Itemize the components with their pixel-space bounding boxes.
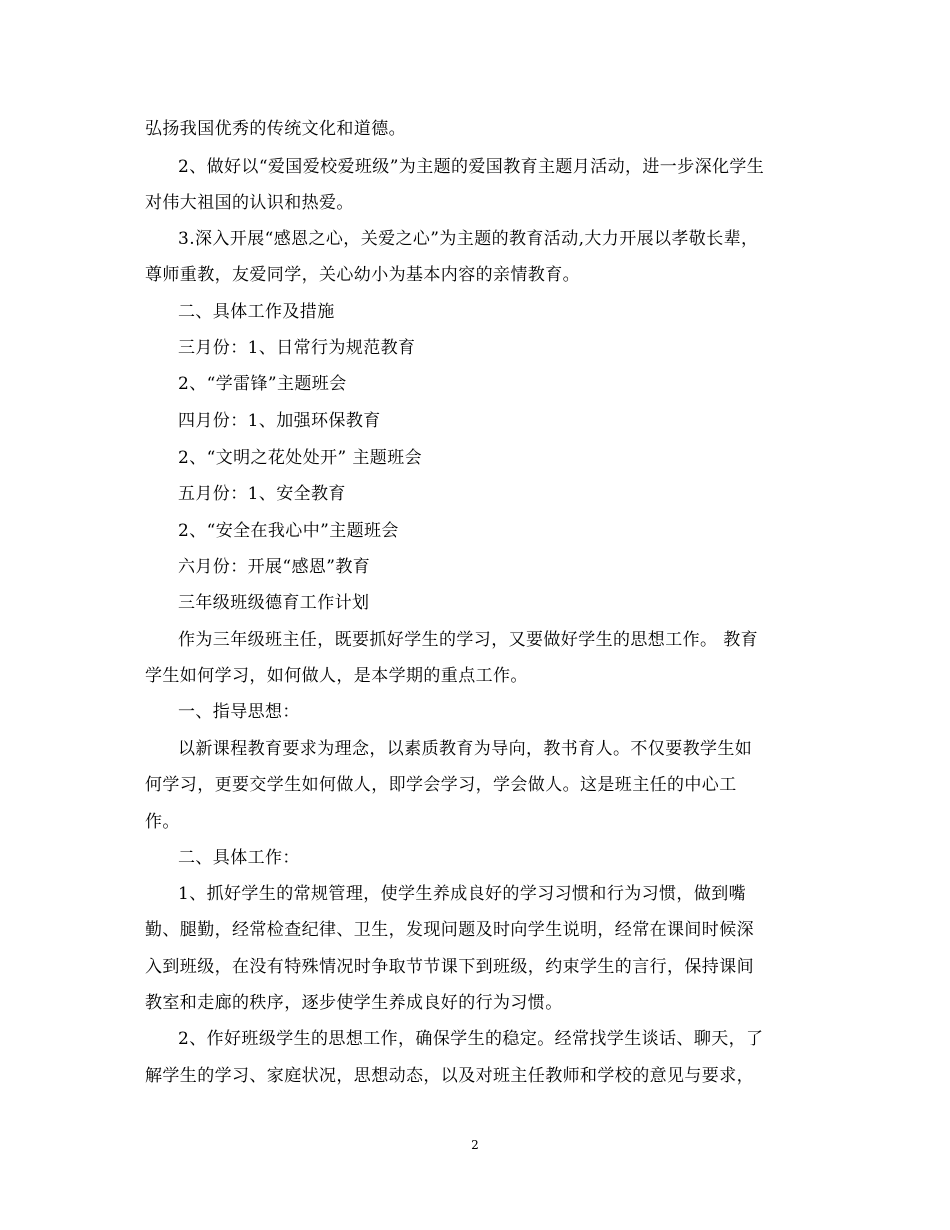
- text-line: 尊师重教，友爱同学，关心幼小为基本内容的亲情教育。: [145, 265, 580, 285]
- section-heading: 二、具体工作及措施: [178, 302, 335, 322]
- text-line: 六月份：开展“感恩”教育: [178, 557, 371, 577]
- text-line: 勤、腿勤，经常检查纪律、卫生，发现问题及时向学生说明，经常在课间时候深: [145, 920, 754, 940]
- text-line: 作为三年级班主任，既要抓好学生的学习，又要做好学生的思想工作。 教育: [178, 630, 759, 650]
- page-number: 2: [471, 1138, 479, 1152]
- text-line: 2、“文明之花处处开” 主题班会: [178, 448, 423, 468]
- text-line: 2、做好以“爱国爱校爱班级”为主题的爱国教育主题月活动，进一步深化学生: [178, 157, 765, 177]
- text-line: 作。: [145, 812, 180, 832]
- text-line: 学生如何学习，如何做人，是本学期的重点工作。: [145, 666, 528, 686]
- text-line: 教室和走廊的秩序，逐步使学生养成良好的行为习惯。: [145, 993, 563, 1013]
- text-line: 2、作好班级学生的思想工作，确保学生的稳定。经常找学生谈话、聊天，了: [178, 1029, 764, 1049]
- text-line: 三月份：1、日常行为规范教育: [178, 338, 416, 358]
- text-line: 1、抓好学生的常规管理，使学生养成良好的学习习惯和行为习惯，做到嘴: [178, 884, 747, 904]
- text-line: 何学习，更要交学生如何做人，即学会学习，学会做人。这是班主任的中心工: [145, 775, 737, 795]
- text-line: 入到班级，在没有特殊情况时争取节节课下到班级，约束学生的言行，保持课间: [145, 957, 754, 977]
- section-heading: 一、指导思想：: [178, 702, 300, 722]
- text-line: 四月份：1、加强环保教育: [178, 411, 381, 431]
- text-line: 2、“安全在我心中”主题班会: [178, 521, 399, 541]
- text-line: 对伟大祖国的认识和热爱。: [145, 193, 354, 213]
- text-line: 解学生的学习、家庭状况，思想动态，以及对班主任教师和学校的意见与要求，: [145, 1066, 754, 1086]
- text-line: 3.深入开展“感恩之心，关爱之心”为主题的教育活动,大力开展以孝敬长辈，: [178, 229, 759, 249]
- section-title: 三年级班级德育工作计划: [178, 593, 370, 613]
- text-line: 弘扬我国优秀的传统文化和道德。: [145, 119, 406, 139]
- text-line: 五月份：1、安全教育: [178, 484, 346, 504]
- section-heading: 二、具体工作：: [178, 848, 300, 868]
- text-line: 以新课程教育要求为理念，以素质教育为导向，教书育人。不仅要教学生如: [178, 739, 753, 759]
- text-line: 2、“学雷锋”主题班会: [178, 374, 347, 394]
